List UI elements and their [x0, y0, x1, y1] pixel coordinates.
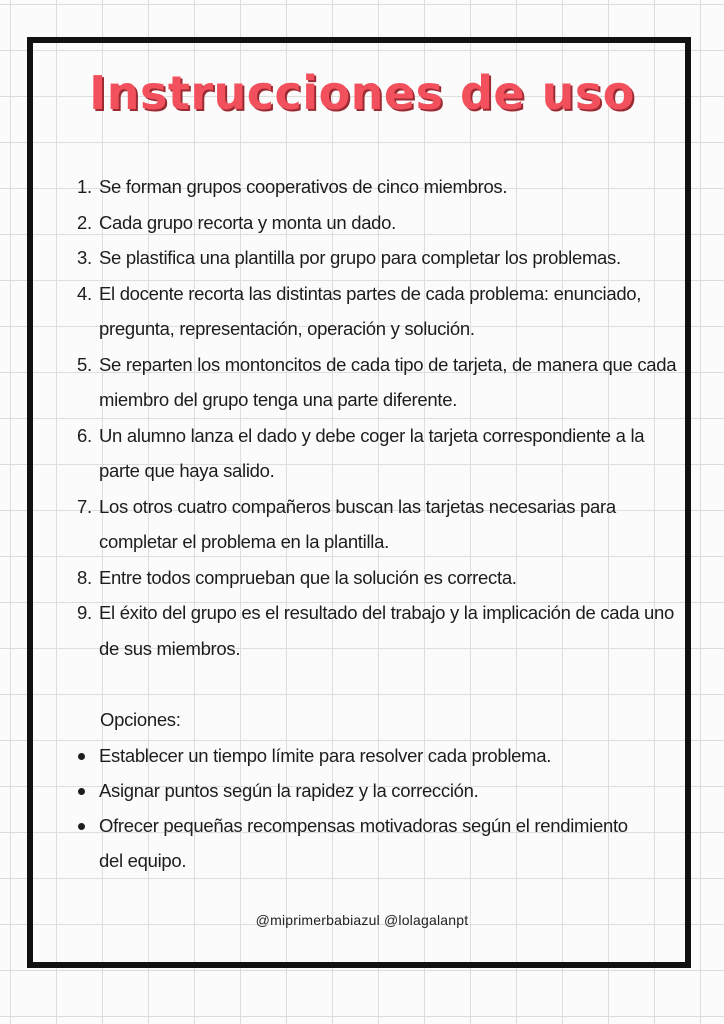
step-number: 7.	[77, 495, 92, 517]
step-number: 6.	[77, 424, 92, 446]
options-heading: Opciones:	[100, 709, 181, 730]
step-item	[77, 595, 677, 666]
option-text: Establecer un tiempo límite para resolver cada problema.	[99, 745, 552, 766]
step-number: 8.	[77, 566, 92, 588]
step-text: Se plastifica una plantilla por grupo para completar los problemas.	[99, 247, 621, 268]
step-text: El docente recorta las distintas partes de cada problema: enunciado, pregunta, representación, operación y solución.	[99, 282, 642, 339]
bullet-icon	[77, 773, 99, 808]
step-item	[77, 418, 677, 489]
step-text: Un alumno lanza el dado y debe coger la tarjeta correspondiente a la parte que haya salido.	[99, 424, 645, 481]
option-item	[77, 738, 647, 773]
option-text: Asignar puntos según la rapidez y la corrección.	[99, 780, 479, 801]
option-item	[77, 808, 647, 878]
step-item	[77, 489, 677, 560]
step-item	[77, 240, 677, 276]
step-text: El éxito del grupo es el resultado del trabajo y la implicación de cada uno de sus miembros.	[99, 602, 675, 659]
option-text: Ofrecer pequeñas recompensas motivadoras según el rendimiento del equipo.	[99, 815, 628, 871]
step-number: 5.	[77, 353, 92, 375]
options-list	[77, 738, 647, 878]
step-number: 4.	[77, 282, 92, 304]
step-text: Los otros cuatro compañeros buscan las tarjetas necesarias para completar el problema en la plantilla.	[99, 495, 616, 552]
step-item	[77, 276, 677, 347]
step-text: Entre todos comprueban que la solución es correcta.	[99, 566, 517, 588]
credits: @miprimerbabiazul @lolagalanpt	[255, 912, 469, 928]
step-item	[77, 560, 677, 596]
step-number: 3.	[77, 247, 92, 268]
step-text: Se forman grupos cooperativos de cinco miembros.	[99, 176, 508, 197]
step-number: 1.	[77, 176, 92, 197]
step-text: Cada grupo recorta y monta un dado.	[99, 211, 396, 233]
page-title: Instrucciones de uso	[89, 66, 635, 120]
option-item	[77, 773, 647, 808]
bullet-icon	[77, 738, 99, 773]
step-item	[77, 205, 677, 241]
step-number: 9.	[77, 602, 92, 623]
step-number: 2.	[77, 211, 92, 233]
step-item	[77, 169, 677, 205]
steps-list	[77, 169, 677, 666]
step-item	[77, 347, 677, 418]
step-text: Se reparten los montoncitos de cada tipo de tarjeta, de manera que cada miembro del grupo tenga una parte diferente.	[99, 353, 677, 410]
bullet-icon	[77, 808, 99, 878]
